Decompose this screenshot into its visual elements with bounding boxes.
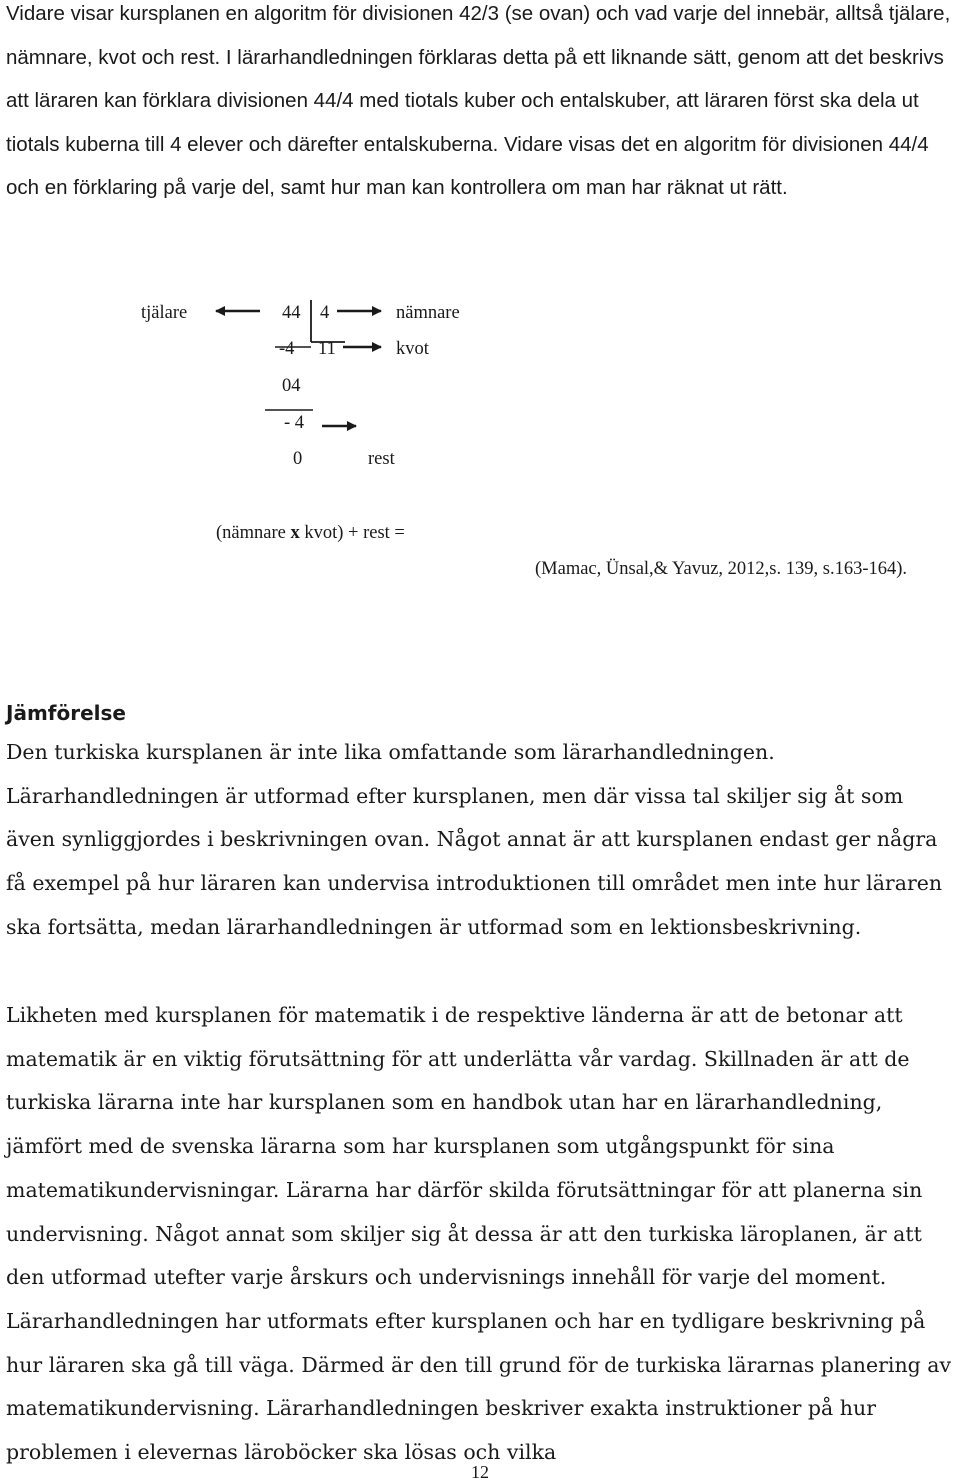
remainder-value: 0 [293, 449, 303, 469]
paragraph-comparison-2: Likheten med kursplanen för matematik i de respektive länderna är att de betonar att matematik är en viktig förutsättning för att underlätta vår vardag. Skillnaden är att de turkiska lärarna inte har kursplanen som en handbok utan har en lärarhandledning, jämfört med de svenska lärarna som har kursplanen som utgångspunkt för sina matematikundervisningar. Lärarna har därför skilda förutsättningar för att planerna sin undervisning. Något annat som skiljer sig åt dessa är att den turkiska läroplanen, är att den utformad utefter varje årskurs och undervisnings innehåll för varje del moment. Lärarhandledningen har utformats efter kursplanen och har en tydligare beskrivning på hur läraren ska gå till väga. Därmed är den till grund för de turkiska lärarnas planering av matematikundervisning. Lärarhandledningen beskriver exakta instruktioner på hur problemen i elevernas läroböcker ska lösas och vilka [6, 1003, 952, 1465]
label-quotient: kvot [396, 339, 429, 359]
page-number: 12 [471, 1462, 489, 1482]
subtract-value-1: -4 [279, 339, 295, 359]
check-formula: (nämnare x kvot) + rest = [216, 523, 405, 543]
label-remainder: rest [368, 449, 395, 469]
subtract-value-2: - 4 [284, 413, 305, 433]
paragraph-comparison-1: Den turkiska kursplanen är inte lika omfattande som lärarhandledningen. Lärarhandledningen är utformad efter kursplanen, men där vissa tal skiljer sig åt som även synliggjordes i beskrivningen ovan. Något annat är att kursplanen endast ger några få exempel på hur läraren kan undervisa introduktionen till området men inte hur läraren ska fortsätta, medan lärarhandledningen är utformad som en lektionsbeskrivning. [6, 740, 943, 939]
label-dividend: tjälare [141, 303, 188, 323]
section-heading: Jämförelse [6, 701, 126, 725]
carry-down-value: 04 [282, 376, 301, 396]
label-divisor: nämnare [396, 303, 460, 323]
quotient-value: 11 [318, 339, 336, 359]
dividend-value: 44 [282, 303, 301, 323]
divisor-value: 4 [320, 303, 330, 323]
intro-paragraph: Vidare visar kursplanen en algoritm för divisionen 42/3 (se ovan) och vad varje del innebär, alltså tjälare, nämnare, kvot och rest. I lärarhandledningen förklaras detta på ett liknande sätt, genom att det beskrivs att läraren kan förklara divisionen 44/4 med tiotals kuber och entalskuber, att läraren först ska dela ut tiotals kuberna till 4 elever och därefter entalskuberna. Vidare visas det en algoritm för divisionen 44/4 och en förklaring på varje del, samt hur man kan kontrollera om man har räknat ut rätt. [6, 2, 951, 200]
citation: (Mamac, Ünsal,& Yavuz, 2012,s. 139, s.163-164). [535, 559, 908, 579]
